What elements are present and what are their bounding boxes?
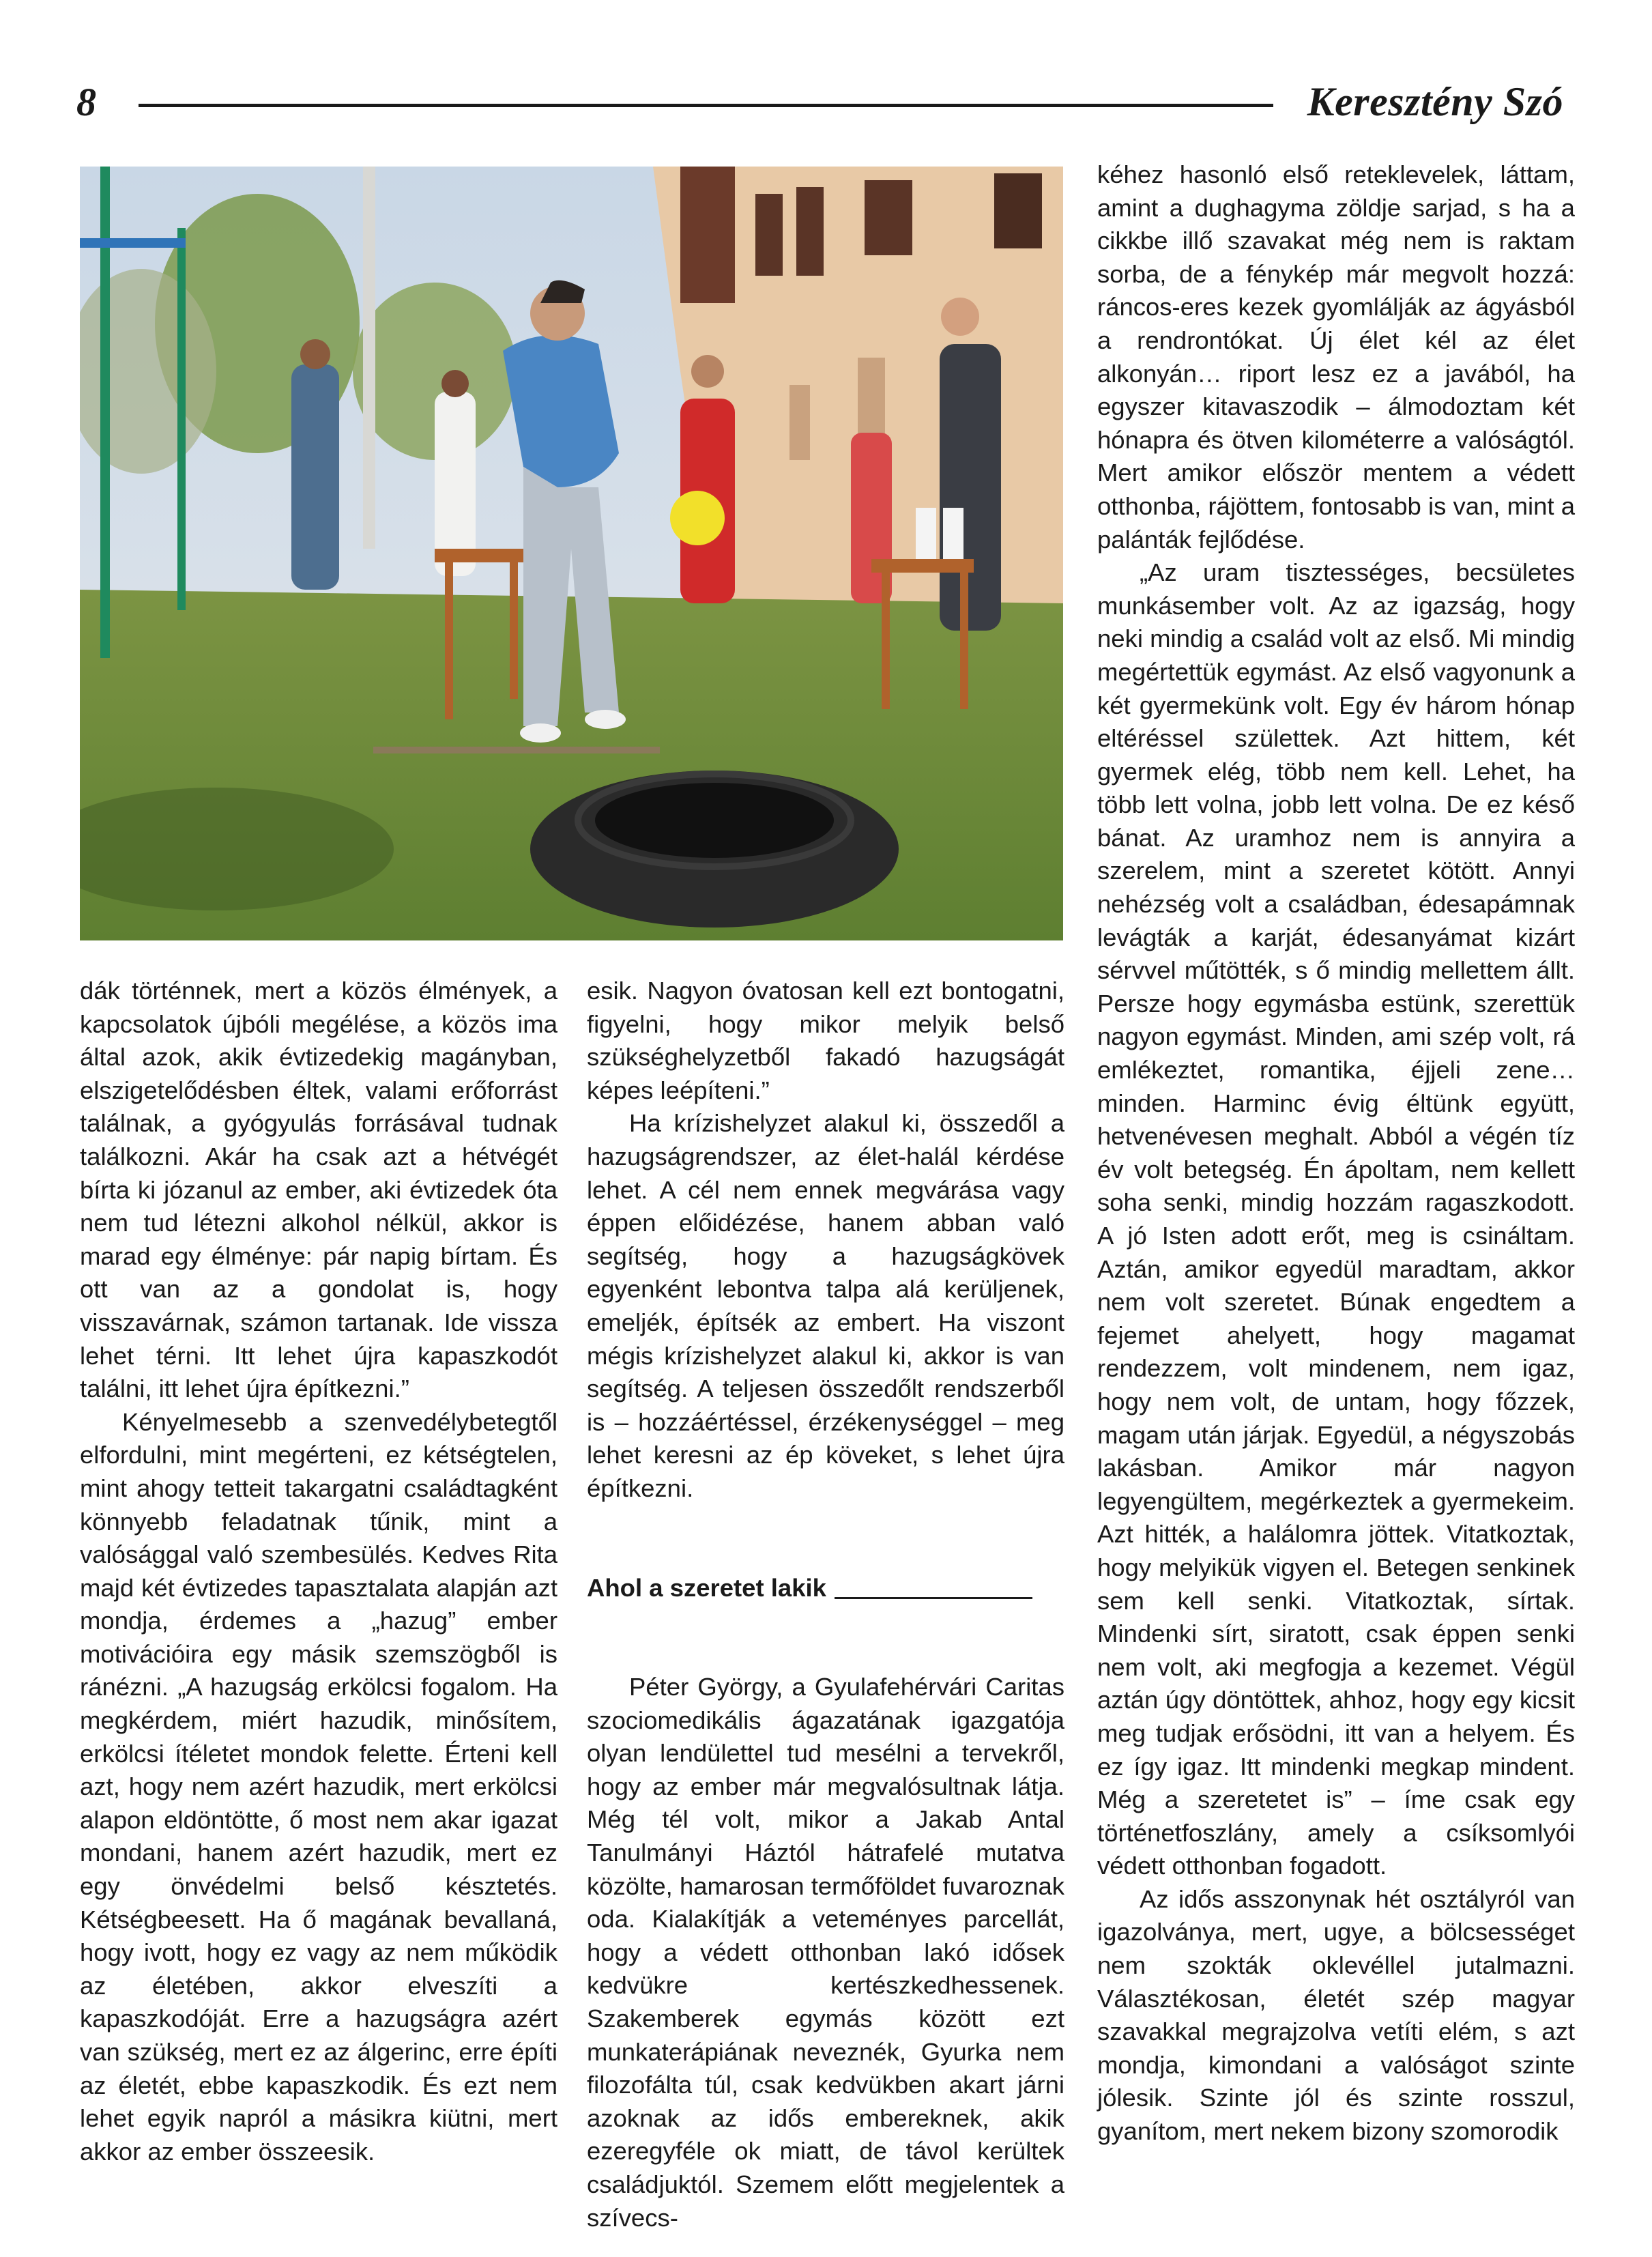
paragraph: esik. Nagyon óvatosan kell ezt bontogatni, figyelni, hogy mikor melyik belső szükséghelyzetből fakadó hazugságát képes leépíteni.” xyxy=(587,977,1064,1104)
heading-underline-rule xyxy=(835,1597,1032,1599)
article-column-middle xyxy=(587,975,1064,2234)
publication-title: Keresztény Szó xyxy=(1307,79,1563,124)
article-photo xyxy=(80,167,1063,940)
article-column-right xyxy=(1097,158,1575,2148)
paragraph: Kényelmesebb a szenvedélybetegtől elfordulni, mint megérteni, ez kétségtelen, mint ahogy tetteit takargatni családtagként könnyebb feladatnak tűnik, mint a valósággal való szembesülés. Kedves Rita majd két évtizedes tapasztalata alapján azt mondja, érdemes a „hazug” ember motivációira egy másik szemszögből is ránézni. „A hazugság erkölcsi fogalom. Ha megkérdem, miért hazudik, minősítem, erkölcsi ítéletet mondok felette. Érteni kell azt, hogy nem azért hazudik, mert erkölcsi alapon eldöntötte, ő most nem akar igazat mondani, hanem azért hazudik, mert ez egy önvédelmi belső késztetés. Kétségbeesett. Ha ő magának bevallaná, hogy ivott, hogy ez vagy az nem működik az életében, akkor elveszíti a kapaszkodóját. Erre a hazugságra azért van szükség, mert ez az álgerinc, erre építi az életét, ebbe kapaszkodik. És ezt nem lehet egyik napról a másikra kiütni, mert akkor az ember összeesik. xyxy=(80,1407,557,2166)
header-rule xyxy=(139,104,1273,107)
paragraph: kéhez hasonló első reteklevelek, láttam, amint a dughagyma zöldje sarjad, s ha a cikkbe illő szavakat még nem is raktam sorba, de a fénykép már megvolt hozzá: ráncos-eres kezek gyomlálják az ágyásból a rendrontókat. Új élet kél az élet alkonyán… riport lesz ez a javából, ha egyszer kitavaszodik – álmodoztam két hónapra és ötven kilométerre a valóságtól. Mert amikor először mentem a védett otthonba, rájöttem, fontosabb is van, mint a palánták fejlődése. xyxy=(1097,160,1575,554)
article-column-left xyxy=(80,975,557,2168)
section-heading-text: Ahol a szeretet lakik xyxy=(587,1573,826,1602)
paragraph: Az idős asszonynak hét osztályról van igazolványa, mert, ugye, a bölcsességet nem szokták oklevéllel jutalmazni. Választékosan, életét szép magyar szavakkal megrajzolva vetíti elém, s azt mondja, kimondani a valóságot szinte jólesik. Szinte jól és szinte rosszul, gyanítom, mert nekem bizony szomorodik xyxy=(1097,1884,1575,2146)
section-heading xyxy=(587,1572,1064,1605)
paragraph: Ha krízishelyzet alakul ki, összedől a hazugságrendszer, az élet-halál kérdése lehet. A cél nem ennek megvárása vagy éppen előidézése, hanem abban való segítség, hogy a hazugságkövek egyenként lebontva talpa alá kerüljenek, emeljék, építsék az embert. Ha viszont mégis krízishelyzet alakul ki, akkor is van segítség. A teljesen összedőlt rendszerből is – hozzáértéssel, érzékenységgel – meg lehet keresni az ép köveket, s lehet újra építkezni. xyxy=(587,1109,1064,1502)
page-number: 8 xyxy=(76,80,96,124)
paragraph: „Az uram tisztességes, becsületes munkásember volt. Az az igazság, hogy neki mindig a család volt az első. Mi mindig megértettük egymást. Az első vagyonunk a két gyermekünk volt. Egy év három hónap eltéréssel születtek. Azt hittem, két gyermek elég, több nem kell. Lehet, ha több lett volna, jobb lett volna. De ez késő bánat. Az uramhoz nem is annyira a szerelem, mint a szeretet kötött. Annyi nehézség volt a családban, édesapámnak levágták a karját, édesanyámat kizárt sérvvel műtötték, s ő mindig mellettem állt. Persze hogy egymásba estünk, szerettük nagyon egymást. Minden, ami szép volt, rá emlékeztet, romantika, éjjeli zene… minden. Harminc évig éltünk együtt, hetvenévesen meghalt. Abból a végén tíz év volt betegség. Én ápoltam, nem kellett soha senki, mindig hozzám ragaszkodott. A jó Isten adott erőt, meg is csináltam. Aztán, amikor egyedül maradtam, akkor nem volt szeretet. Búnak engedtem a fejemet ahelyett, hogy magamat rendezzem, volt mindenem, nem igaz, hogy nem volt, de untam, hogy főzzek, magam után járjak. Egyedül, a négyszobás lakásban. Amikor már nagyon legyengültem, megérkeztek a gyermekeim. Azt hitték, a halálomra jöttek. Vitatkoztak, hogy melyikük vigyen el. Betegen senkinek sem kell senki. Vitatkoztak, sírtak. Mindenki sírt, siratott, csak éppen senki nem volt, aki megfogja a kezemet. Végül aztán úgy döntöttek, ahhoz, hogy egy kicsit meg tudjak erősödni, itt van a helyem. És ez így igaz. Itt mindenki megkap mindent. Még a szeretetet is” – íme csak egy történetfoszlány, amely a csíksomlyói védett otthonban fogadott. xyxy=(1097,558,1575,1880)
paragraph: Péter György, a Gyulafehérvári Caritas szociomedikális ágazatának igazgatója olyan lendülettel tud mesélni a tervekről, hogy az ember már megvalósultnak látja. Még tél volt, mikor a Jakab Antal Tanulmányi Háztól hátrafelé mutatva közölte, hamarosan termőföldet fuvaroznak oda. Kialakítják a veteményes parcellát, hogy a védett otthonban lakó idősek kedvükre kertészkedhessenek. Szakemberek egymás között ezt munkaterápiának neveznék, Gyurka nem filozofálta túl, csak kedvükben akart járni azoknak az idős embereknek, akik ezeregyféle ok miatt, de távol kerültek családjuktól. Szemem előtt megjelentek a szívecs- xyxy=(587,1673,1064,2232)
photo-illustration xyxy=(80,167,1063,940)
paragraph: dák történnek, mert a közös élmények, a kapcsolatok újbóli megélése, a közös ima által azok, akik évtizedekig magányban, elszigetelődésben éltek, valami erőforrást találnak, a gyógyulás forrásával tudnak találkozni. Akár ha csak azt a hétvégét bírta ki józanul az ember, aki évtizedek óta nem tud létezni alkohol nélkül, akkor is marad egy élménye: pár napig bírtam. És ott van az a gondolat is, hogy visszavárnak, számon tartanak. Ide vissza lehet térni. Itt lehet újra kapaszkodót találni, itt lehet újra építkezni.” xyxy=(80,977,557,1403)
